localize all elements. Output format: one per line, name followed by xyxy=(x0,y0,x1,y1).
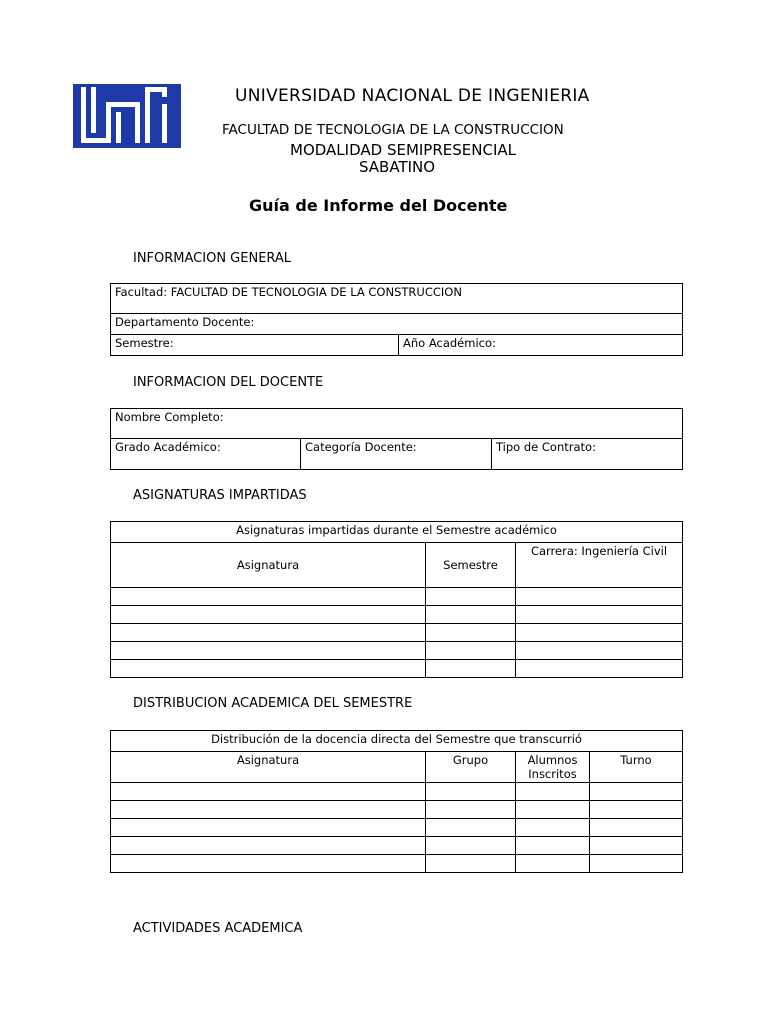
table-row xyxy=(111,855,683,873)
table-row xyxy=(111,624,683,642)
table-cell[interactable] xyxy=(426,801,516,819)
table-row xyxy=(111,837,683,855)
field-categoria-docente[interactable]: Categoría Docente: xyxy=(301,439,492,470)
table-cell[interactable] xyxy=(516,801,590,819)
table-cell[interactable] xyxy=(426,624,516,642)
table-cell[interactable] xyxy=(590,855,683,873)
field-facultad[interactable]: Facultad: FACULTAD DE TECNOLOGIA DE LA CONSTRUCCION xyxy=(111,284,683,314)
table-caption: Distribución de la docencia directa del Semestre que transcurrió xyxy=(111,731,683,752)
table-cell[interactable] xyxy=(426,837,516,855)
table-cell[interactable] xyxy=(516,624,683,642)
column-header-grupo: Grupo xyxy=(426,752,516,783)
column-header-semestre: Semestre xyxy=(426,543,516,588)
table-cell[interactable] xyxy=(111,642,426,660)
table-row xyxy=(111,588,683,606)
table-row xyxy=(111,606,683,624)
table-cell[interactable] xyxy=(426,819,516,837)
field-tipo-contrato[interactable]: Tipo de Contrato: xyxy=(492,439,683,470)
table-cell[interactable] xyxy=(111,801,426,819)
field-anio-academico[interactable]: Año Académico: xyxy=(399,335,683,356)
docente-info-table xyxy=(110,408,683,470)
table-cell[interactable] xyxy=(516,855,590,873)
table-cell[interactable] xyxy=(111,660,426,678)
table-cell[interactable] xyxy=(516,642,683,660)
table-cell[interactable] xyxy=(111,819,426,837)
schedule: SABATINO xyxy=(359,158,436,176)
distribucion-table xyxy=(110,730,683,873)
table-cell[interactable] xyxy=(590,783,683,801)
table-cell[interactable] xyxy=(426,660,516,678)
university-logo xyxy=(73,84,181,148)
table-cell[interactable] xyxy=(516,660,683,678)
table-cell[interactable] xyxy=(426,855,516,873)
section-heading-distribucion: DISTRIBUCION ACADEMICA DEL SEMESTRE xyxy=(133,696,413,711)
table-row xyxy=(111,660,683,678)
field-grado-academico[interactable]: Grado Académico: xyxy=(111,439,301,470)
table-row xyxy=(111,642,683,660)
modality: MODALIDAD SEMIPRESENCIAL xyxy=(290,141,516,159)
column-header-asignatura: Asignatura xyxy=(111,752,426,783)
column-header-alumnos: Alumnos Inscritos xyxy=(516,752,590,783)
table-cell[interactable] xyxy=(516,588,683,606)
section-heading-actividades: ACTIVIDADES ACADEMICA xyxy=(133,921,303,936)
section-heading-general: INFORMACION GENERAL xyxy=(133,251,292,266)
table-cell[interactable] xyxy=(111,624,426,642)
column-header-carrera: Carrera: Ingeniería Civil xyxy=(516,543,683,588)
general-info-table xyxy=(110,283,683,356)
table-row xyxy=(111,819,683,837)
university-name: UNIVERSIDAD NACIONAL DE INGENIERIA xyxy=(235,86,590,106)
table-caption: Asignaturas impartidas durante el Semestre académico xyxy=(111,522,683,543)
section-heading-docente: INFORMACION DEL DOCENTE xyxy=(133,375,324,390)
table-cell[interactable] xyxy=(516,606,683,624)
faculty-name: FACULTAD DE TECNOLOGIA DE LA CONSTRUCCION xyxy=(222,122,564,138)
table-cell[interactable] xyxy=(111,606,426,624)
section-heading-asignaturas: ASIGNATURAS IMPARTIDAS xyxy=(133,488,307,503)
field-departamento[interactable]: Departamento Docente: xyxy=(111,314,683,335)
table-cell[interactable] xyxy=(426,588,516,606)
table-cell[interactable] xyxy=(590,801,683,819)
table-cell[interactable] xyxy=(111,588,426,606)
table-cell[interactable] xyxy=(590,819,683,837)
table-cell[interactable] xyxy=(516,819,590,837)
column-header-asignatura: Asignatura xyxy=(111,543,426,588)
table-cell[interactable] xyxy=(516,783,590,801)
table-cell[interactable] xyxy=(426,642,516,660)
table-cell[interactable] xyxy=(590,837,683,855)
table-row xyxy=(111,783,683,801)
table-cell[interactable] xyxy=(111,783,426,801)
column-header-turno: Turno xyxy=(590,752,683,783)
table-cell[interactable] xyxy=(426,606,516,624)
table-cell[interactable] xyxy=(111,855,426,873)
table-cell[interactable] xyxy=(111,837,426,855)
asignaturas-table xyxy=(110,521,683,678)
document-title: Guía de Informe del Docente xyxy=(249,196,508,215)
table-row xyxy=(111,801,683,819)
table-cell[interactable] xyxy=(426,783,516,801)
field-semestre[interactable]: Semestre: xyxy=(111,335,399,356)
field-nombre-completo[interactable]: Nombre Completo: xyxy=(111,409,683,439)
table-cell[interactable] xyxy=(516,837,590,855)
